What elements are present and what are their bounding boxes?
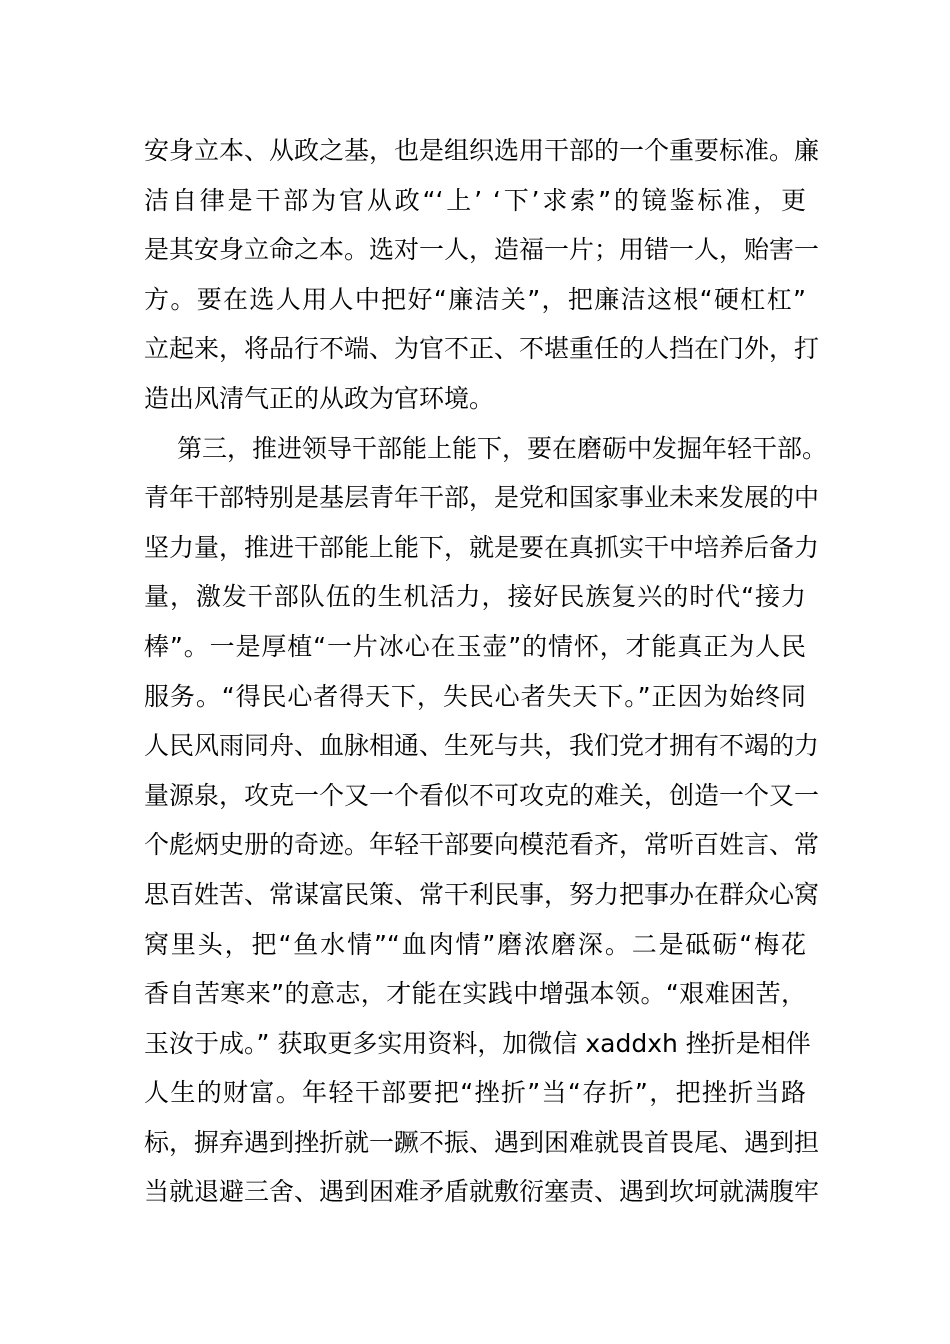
text-line: 造出风清气正的从政为官环境。 [144, 383, 495, 413]
text-line: 香自苦寒来”的意志，才能在实践中增强本领。“艰难困苦， [144, 979, 806, 1009]
text-line: 标，摒弃遇到挫折就一蹶不振、遇到困难就畏首畏尾、遇到担 [144, 1127, 820, 1157]
text-line: 方。要在选人用人中把好“廉洁关”，把廉洁这根“硬杠杠” [144, 284, 806, 314]
text-line: 洁自律是干部为官从政“‘上’ ‘下’求索”的镜鉴标准，更 [144, 185, 806, 215]
text-line: 人民风雨同舟、血脉相通、生死与共，我们党才拥有不竭的力 [144, 731, 820, 761]
text-line: 量，激发干部队伍的生机活力，接好民族复兴的时代“接力 [144, 582, 806, 612]
text-line: 个彪炳史册的奇迹。年轻干部要向模范看齐，常听百姓言、常 [144, 830, 820, 860]
text-line: 量源泉，攻克一个又一个看似不可攻克的难关，创造一个又一 [144, 780, 820, 810]
text-line: 玉汝于成。” 获取更多实用资料，加微信 xaddxh 挫折是相伴 [144, 1028, 811, 1058]
text-line: 立起来，将品行不端、为官不正、不堪重任的人挡在门外，打 [144, 334, 820, 364]
text-line: 服务。“得民心者得天下，失民心者失天下。”正因为始终同 [144, 681, 806, 711]
text-line: 安身立本、从政之基，也是组织选用干部的一个重要标准。廉 [144, 136, 820, 165]
text-line: 窝里头，把“鱼水情”“血肉情”磨浓磨深。二是砥砺“梅花 [144, 929, 806, 959]
text-line: 坚力量，推进干部能上能下，就是要在真抓实干中培养后备力 [144, 532, 820, 562]
text-line: 当就退避三舍、遇到困难矛盾就敷衍塞责、遇到坎坷就满腹牢 [144, 1177, 820, 1207]
text-line: 思百姓苦、常谋富民策、常干利民事，努力把事办在群众心窝 [144, 879, 820, 909]
body-text [144, 126, 828, 1217]
text-line: 人生的财富。年轻干部要把“挫折”当“存折”，把挫折当路 [144, 1078, 806, 1108]
text-line: 是其安身立命之本。选对一人，造福一片；用错一人，贻害一 [144, 235, 820, 265]
paragraph-first-line: 第三，推进领导干部能上能下，要在磨砺中发掘年轻干部。 [177, 433, 828, 463]
text-line: 青年干部特别是基层青年干部，是党和国家事业未来发展的中 [144, 483, 820, 513]
text-line: 棒”。一是厚植“一片冰心在玉壶”的情怀，才能真正为人民 [144, 631, 806, 661]
